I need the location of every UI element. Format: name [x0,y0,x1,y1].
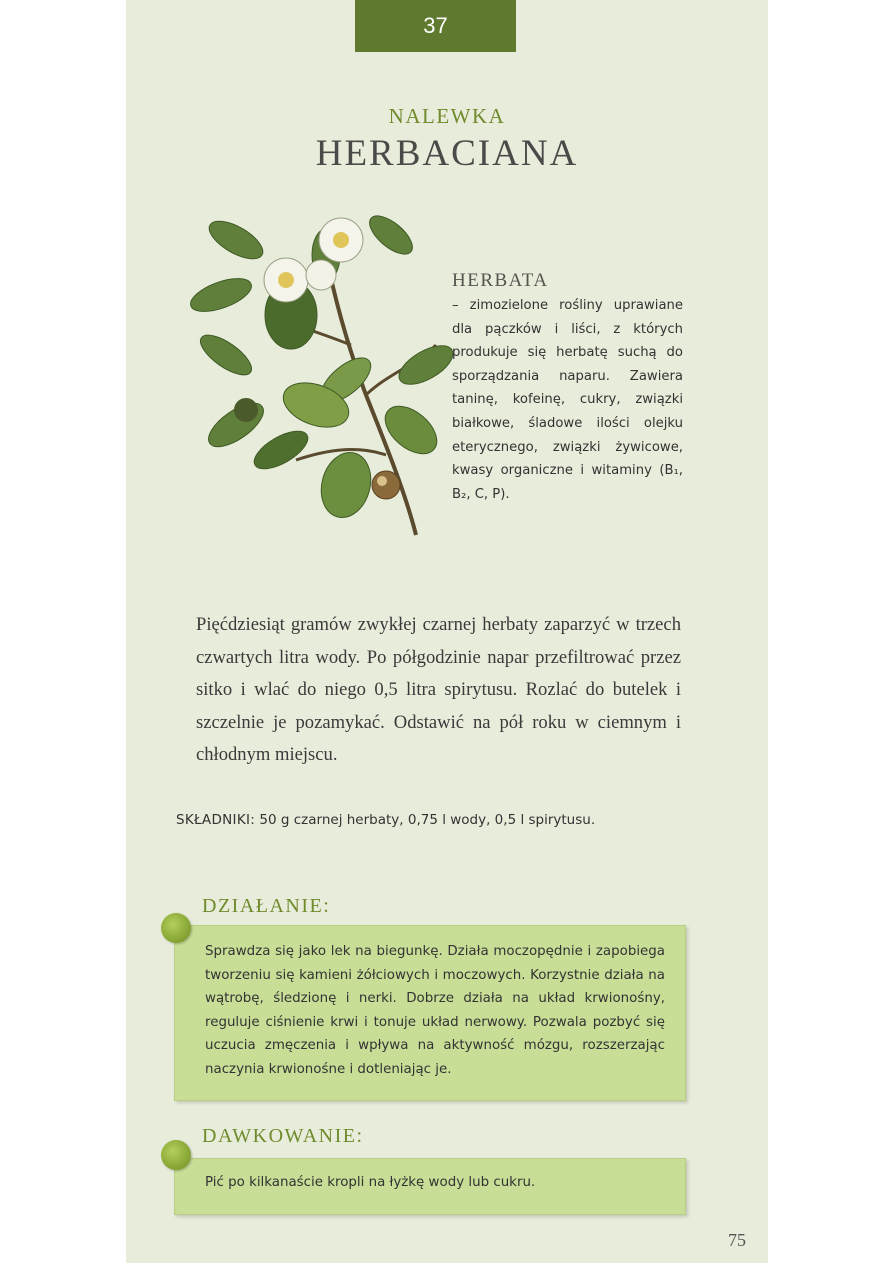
dosage-text: Pić po kilkanaście kropli na łyżkę wody lub cukru. [205,1175,536,1190]
dosage-box [174,1158,686,1215]
dosage-heading: DAWKOWANIE: [202,1125,364,1147]
recipe-number-badge: 37 [355,0,516,52]
book-page [126,0,768,1263]
bullet-dot-icon [161,913,191,943]
herb-description: – zimozielone rośliny uprawiane dla pączków i liści, z których produkuje się herbatę suchą do sporządzania naparu. Zawiera taninę, kofeinę, cukry, związki białkowe, śladowe ilości olejku eterycznego, związki żywicowe, kwasy organiczne i witaminy (B₁, B₂, C, P). [452,298,683,502]
action-box [174,925,686,1101]
recipe-text: Pięćdziesiąt gramów zwykłej czarnej herbaty zaparzyć w trzech czwartych litra wody. Po półgodzinie napar przefiltrować przez sitko i wlać do niego 0,5 litra spirytusu. Rozlać do butelek i szczelnie je pozamykać. Odstawić na pół roku w ciemnym i chłodnym miejscu. [196,614,681,765]
bullet-dot-icon [161,1140,191,1170]
action-heading: DZIAŁANIE: [202,895,331,917]
tea-plant-illustration [186,195,456,540]
page-number: 75 [728,1230,746,1250]
recipe-title: HERBACIANA [315,133,579,174]
herb-name: HERBATA [452,270,549,291]
ingredients-line [176,812,696,828]
ingredients-label: SKŁADNIKI: [176,812,256,828]
action-text: Sprawdza się jako lek na biegunkę. Działa moczopędnie i zapobiega tworzeniu się kamieni żółciowych i moczowych. Korzystnie działa na wątrobę, śledzionę i nerki. Dobrze działa na układ krwionośny, reguluje ciśnienie krwi i tonuje układ nerwowy. Pozwala pozbyć się uczucia zmęczenia i wpływa na aktywność mózgu, rozszerzając naczynia krwionośne i dotleniając je. [205,944,665,1077]
recipe-subtitle: NALEWKA [388,104,506,128]
ingredients-text: 50 g czarnej herbaty, 0,75 l wody, 0,5 l spirytusu. [259,812,596,828]
